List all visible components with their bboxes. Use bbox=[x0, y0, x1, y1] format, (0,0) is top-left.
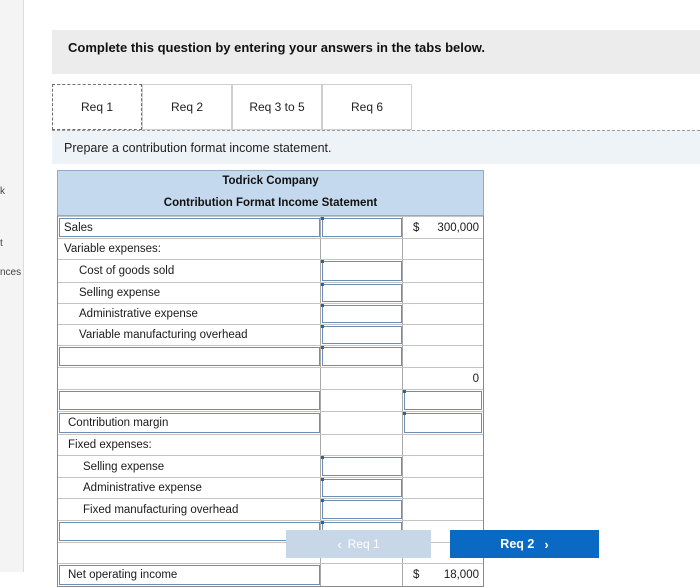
sidebar-fragment-text: k bbox=[0, 186, 5, 197]
row-label-empty bbox=[58, 368, 321, 389]
table-row bbox=[58, 389, 483, 411]
row-label-input[interactable] bbox=[58, 390, 321, 411]
table-row bbox=[58, 367, 483, 389]
row-label-administrative-expense: Administrative expense bbox=[58, 304, 321, 324]
next-req-button[interactable] bbox=[450, 530, 599, 558]
row-label-fixed-administrative-expense: Administrative expense bbox=[58, 478, 321, 498]
total-cell bbox=[403, 478, 483, 498]
tab-req-6[interactable]: Req 6 bbox=[322, 84, 412, 130]
net-operating-income-total: 18,000 bbox=[443, 569, 479, 581]
amount-input[interactable] bbox=[321, 283, 403, 303]
total-cell bbox=[403, 499, 483, 520]
table-row bbox=[58, 324, 483, 345]
amount-cell bbox=[321, 390, 403, 411]
row-label-contribution-margin[interactable]: Contribution margin bbox=[58, 412, 321, 434]
row-label-input[interactable] bbox=[58, 346, 321, 367]
row-label-variable-manufacturing-overhead: Variable manufacturing overhead bbox=[58, 325, 321, 345]
chevron-right-icon: › bbox=[544, 536, 549, 552]
left-sidebar-fragment bbox=[0, 0, 24, 572]
table-row bbox=[58, 455, 483, 477]
statement-title: Contribution Format Income Statement bbox=[163, 197, 378, 209]
table-row bbox=[58, 238, 483, 259]
dollar-sign: $ bbox=[413, 221, 420, 234]
total-cell bbox=[403, 368, 483, 389]
sales-total: 300,000 bbox=[437, 221, 479, 234]
amount-input[interactable] bbox=[321, 260, 403, 282]
company-name: Todrick Company bbox=[222, 175, 319, 187]
total-cell[interactable] bbox=[403, 217, 483, 238]
next-req-label: Req 2 bbox=[500, 537, 535, 551]
sidebar-fragment-text: t bbox=[0, 238, 3, 249]
previous-req-label: Req 1 bbox=[347, 537, 380, 551]
row-label-cost-of-goods-sold: Cost of goods sold bbox=[58, 260, 321, 282]
total-cell bbox=[403, 325, 483, 345]
total-cell bbox=[403, 260, 483, 282]
table-row bbox=[58, 434, 483, 455]
table-row bbox=[58, 303, 483, 324]
total-cell bbox=[403, 304, 483, 324]
amount-input[interactable] bbox=[321, 304, 403, 324]
prompt-text: Prepare a contribution format income statement. bbox=[64, 141, 332, 155]
row-label-fixed-selling-expense: Selling expense bbox=[58, 456, 321, 477]
amount-cell bbox=[321, 564, 403, 586]
table-row bbox=[58, 563, 483, 586]
total-cell bbox=[403, 283, 483, 303]
tab-req-3-to-5[interactable]: Req 3 to 5 bbox=[232, 84, 322, 130]
table-row bbox=[58, 477, 483, 498]
amount-input[interactable] bbox=[321, 217, 403, 238]
row-label-net-operating-income[interactable]: Net operating income bbox=[58, 564, 321, 586]
total-cell bbox=[403, 564, 483, 586]
chevron-left-icon: ‹ bbox=[337, 536, 342, 552]
requirement-tabs bbox=[52, 84, 412, 130]
previous-req-button[interactable] bbox=[286, 530, 431, 558]
amount-input[interactable] bbox=[321, 325, 403, 345]
amount-cell bbox=[321, 368, 403, 389]
amount-cell bbox=[321, 435, 403, 455]
tab-req-1[interactable]: Req 1 bbox=[52, 84, 142, 130]
amount-input[interactable] bbox=[321, 499, 403, 520]
row-label-variable-expenses: Variable expenses: bbox=[58, 239, 321, 259]
amount-cell bbox=[321, 412, 403, 434]
row-label-fixed-manufacturing-overhead: Fixed manufacturing overhead bbox=[58, 499, 321, 520]
variable-expenses-total: 0 bbox=[472, 372, 479, 385]
row-label-fixed-expenses: Fixed expenses: bbox=[58, 435, 321, 455]
instruction-text: Complete this question by entering your answers in the tabs below. bbox=[68, 40, 486, 55]
total-input[interactable] bbox=[403, 412, 483, 434]
total-cell bbox=[403, 346, 483, 367]
table-row bbox=[58, 498, 483, 520]
table-row bbox=[58, 345, 483, 367]
table-row bbox=[58, 259, 483, 282]
total-cell bbox=[403, 239, 483, 259]
row-label-input[interactable] bbox=[58, 521, 321, 542]
amount-cell bbox=[321, 239, 403, 259]
total-input[interactable] bbox=[403, 390, 483, 411]
table-row bbox=[58, 216, 483, 238]
amount-input[interactable] bbox=[321, 478, 403, 498]
table-row bbox=[58, 282, 483, 303]
total-cell bbox=[403, 435, 483, 455]
row-label-selling-expense: Selling expense bbox=[58, 283, 321, 303]
sidebar-fragment-text: nces bbox=[0, 267, 22, 278]
tab-req-2[interactable]: Req 2 bbox=[142, 84, 232, 130]
amount-input[interactable] bbox=[321, 456, 403, 477]
dollar-sign: $ bbox=[413, 569, 420, 581]
total-cell bbox=[403, 456, 483, 477]
row-label-empty bbox=[58, 543, 321, 563]
row-label-sales[interactable]: Sales bbox=[58, 217, 321, 238]
table-row bbox=[58, 411, 483, 434]
amount-input[interactable] bbox=[321, 346, 403, 367]
